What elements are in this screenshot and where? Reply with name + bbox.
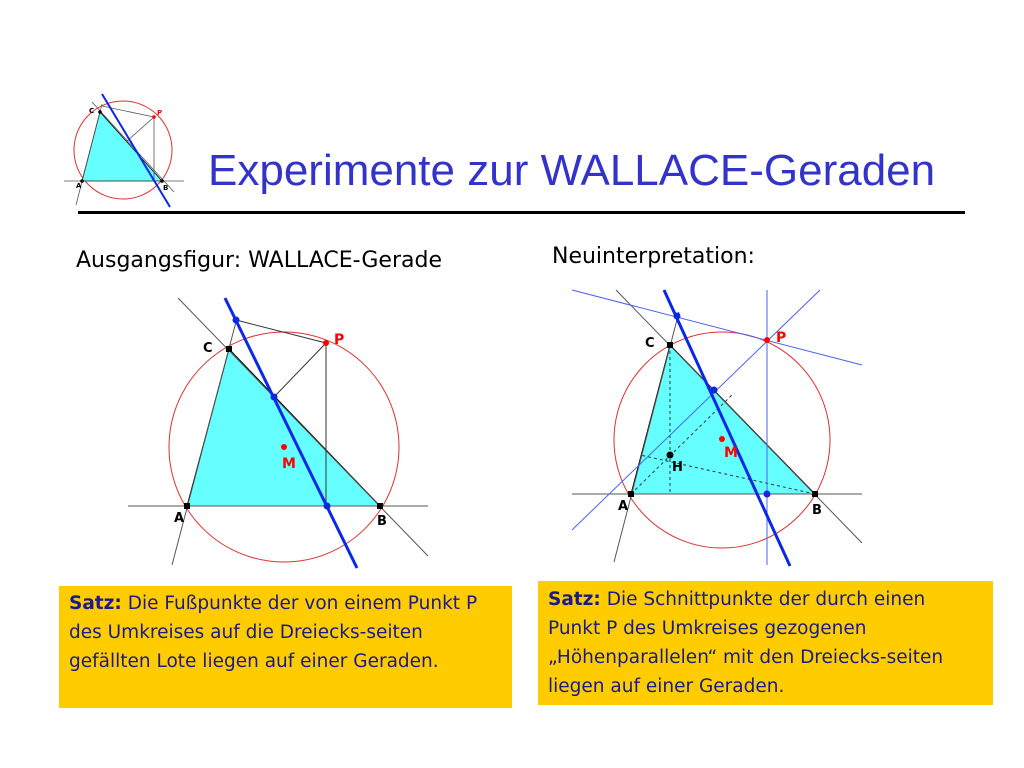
left-subheading: Ausgangsfigur: WALLACE-Gerade <box>76 248 442 273</box>
intersection-point-ac <box>674 313 681 320</box>
point-m <box>719 436 725 442</box>
point-a <box>628 491 634 497</box>
point-c <box>226 346 232 352</box>
theorem-text: Die Schnittpunkte der durch einen Punkt P des Umkreises gezogenen „Höhenparallelen“ mit den Dreiecks-seiten liegen auf einer Geraden. <box>548 589 944 697</box>
point-c <box>667 342 673 348</box>
point-a <box>184 503 190 509</box>
title-underline <box>78 211 965 214</box>
point-p <box>764 337 770 343</box>
foot-point-bc <box>271 394 278 401</box>
thumbnail-label-b: B <box>163 184 169 192</box>
thumbnail-triangle <box>82 112 162 181</box>
label-b: B <box>812 503 822 518</box>
thumbnail-point-c <box>98 110 102 114</box>
theorem-text: Die Fußpunkte der von einem Punkt P des Umkreises auf die Dreiecks-seiten gefällten Lote liegen auf einer Geraden. <box>69 593 478 672</box>
intersection-point-ab <box>764 491 771 498</box>
reinterpretation-figure <box>565 285 870 570</box>
label-a: A <box>174 511 185 526</box>
right-subheading: Neuinterpretation: <box>552 244 755 269</box>
point-b <box>812 491 818 497</box>
label-p: P <box>334 332 345 348</box>
thumbnail-label-a: A <box>76 182 82 190</box>
intersection-point-bc <box>711 387 718 394</box>
thumbnail-label-c: C <box>89 107 95 115</box>
thumbnail-perp-3 <box>126 117 154 142</box>
thumbnail-point-b <box>160 179 164 183</box>
perpendicular-to-ac <box>236 320 326 343</box>
label-a: A <box>618 499 629 514</box>
height-parallel-flat <box>572 290 862 365</box>
foot-point-ab <box>324 503 331 510</box>
triangle-abc <box>187 349 380 506</box>
point-h <box>667 452 674 459</box>
foot-point-ac <box>233 317 240 324</box>
label-m: M <box>724 445 738 461</box>
point-b <box>377 503 383 509</box>
wallace-line-figure <box>120 290 440 575</box>
point-p <box>323 340 329 346</box>
label-c: C <box>203 341 213 356</box>
label-m: M <box>282 456 296 472</box>
thumbnail-figure <box>60 90 190 215</box>
label-p: P <box>776 330 787 346</box>
label-c: C <box>645 336 655 351</box>
point-m <box>281 444 287 450</box>
theorem-label: Satz: <box>548 589 601 610</box>
thumbnail-label-p: P <box>157 109 163 117</box>
thumbnail-point-p <box>152 115 156 119</box>
theorem-label: Satz: <box>69 593 122 614</box>
theorem-box-wallace <box>59 586 512 708</box>
label-b: B <box>377 514 387 529</box>
page-title: Experimente zur WALLACE-Geraden <box>208 146 936 195</box>
perpendicular-to-bc <box>274 343 326 397</box>
label-h: H <box>672 460 683 475</box>
theorem-box-reinterpretation <box>538 581 993 705</box>
